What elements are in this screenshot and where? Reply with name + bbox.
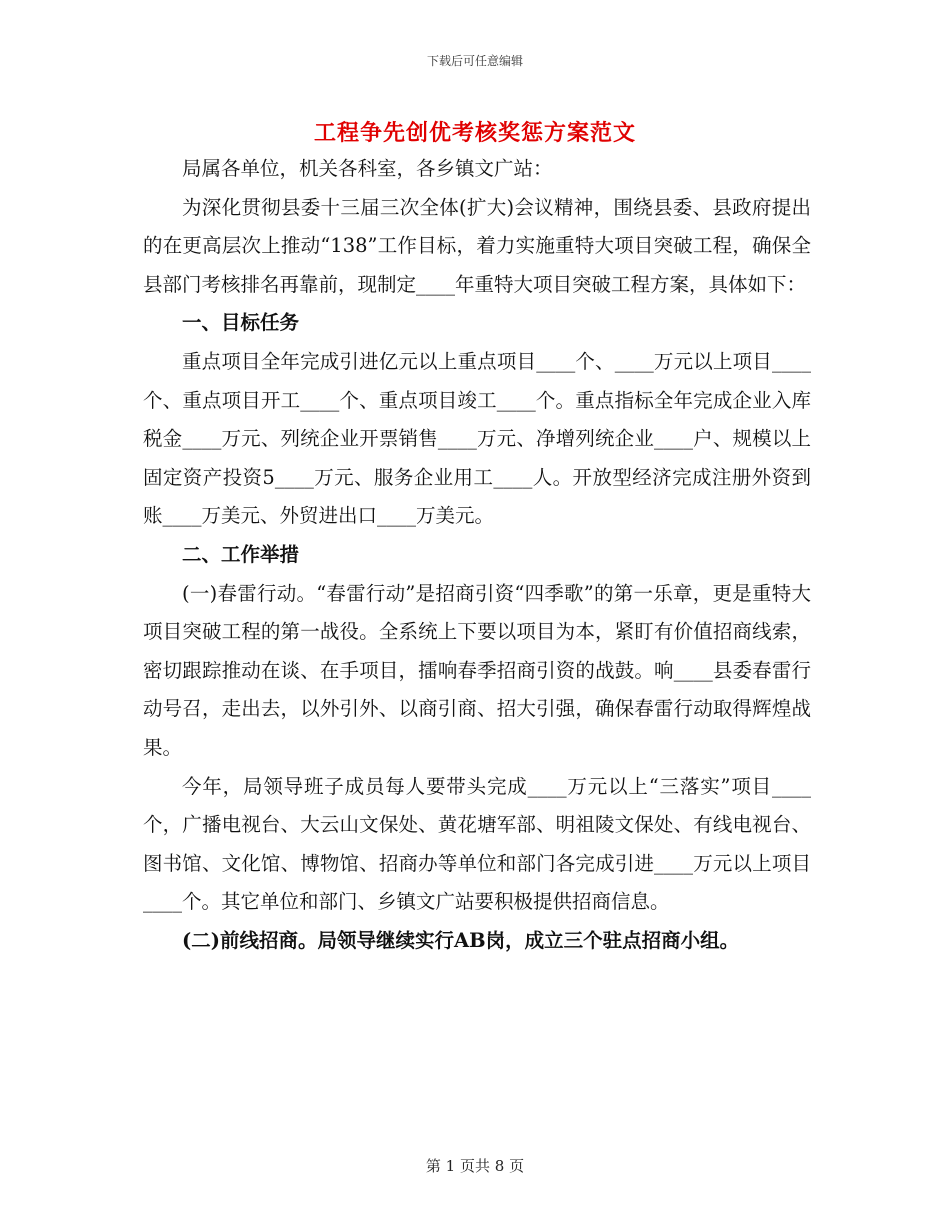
section-targets-paragraph: 重点项目全年完成引进亿元以上重点项目____个、____万元以上项目____个、重点项目开工____个、重点项目竣工____个。重点指标全年完成企业入库税金____万元、列统企业开票销售____万元、净增列统企业____户、规模以上固定资产投资5____万元、服务企业用工____人。开放型经济完成注册外资到账____万美元、外贸进出口____万美元。 [143,349,811,528]
document-body [143,150,811,960]
measures-paragraph-leadership: 今年，局领导班子成员每人要带头完成____万元以上“三落实”项目____个，广播电视台、大云山文保处、黄花塘军部、明祖陵文保处、有线电视台、图书馆、文化馆、博物馆、招商办等单位和部门各完成引进____万元以上项目____个。其它单位和部门、乡镇文广站要积极提供招商信息。 [143,774,811,914]
document-title: 工程争先创优考核奖惩方案范文 [313,120,636,146]
page-number: 第 1 页共 8 页 [425,1157,525,1175]
intro-paragraph: 为深化贯彻县委十三届三次全体(扩大)会议精神，围绕县委、县政府提出的在更高层次上推动“138”工作目标，着力实施重特大项目突破工程，确保全县部门考核排名再靠前，现制定____年重特大项目突破工程方案，具体如下： [143,195,811,296]
measures-paragraph-frontline: (二)前线招商。局领导继续实行AB岗，成立三个驻点招商小组。 [182,928,740,952]
salutation: 局属各单位，机关各科室，各乡镇文广站： [182,157,553,180]
page-header-note: 下载后可任意编辑 [426,54,523,68]
measures-paragraph-spring: (一)春雷行动。“春雷行动”是招商引资“四季歌”的第一乐章，更是重特大项目突破工程的第一战役。全系统上下要以项目为本，紧盯有价值招商线索，密切跟踪推动在谈、在手项目，擂响春季招商引资的战鼓。响____县委春雷行动号召，走出去，以外引外、以商引商、招大引强，确保春雷行动取得辉煌战果。 [143,581,811,759]
section-heading-targets: 一、目标任务 [182,311,300,335]
section-heading-measures: 二、工作举措 [182,542,300,566]
